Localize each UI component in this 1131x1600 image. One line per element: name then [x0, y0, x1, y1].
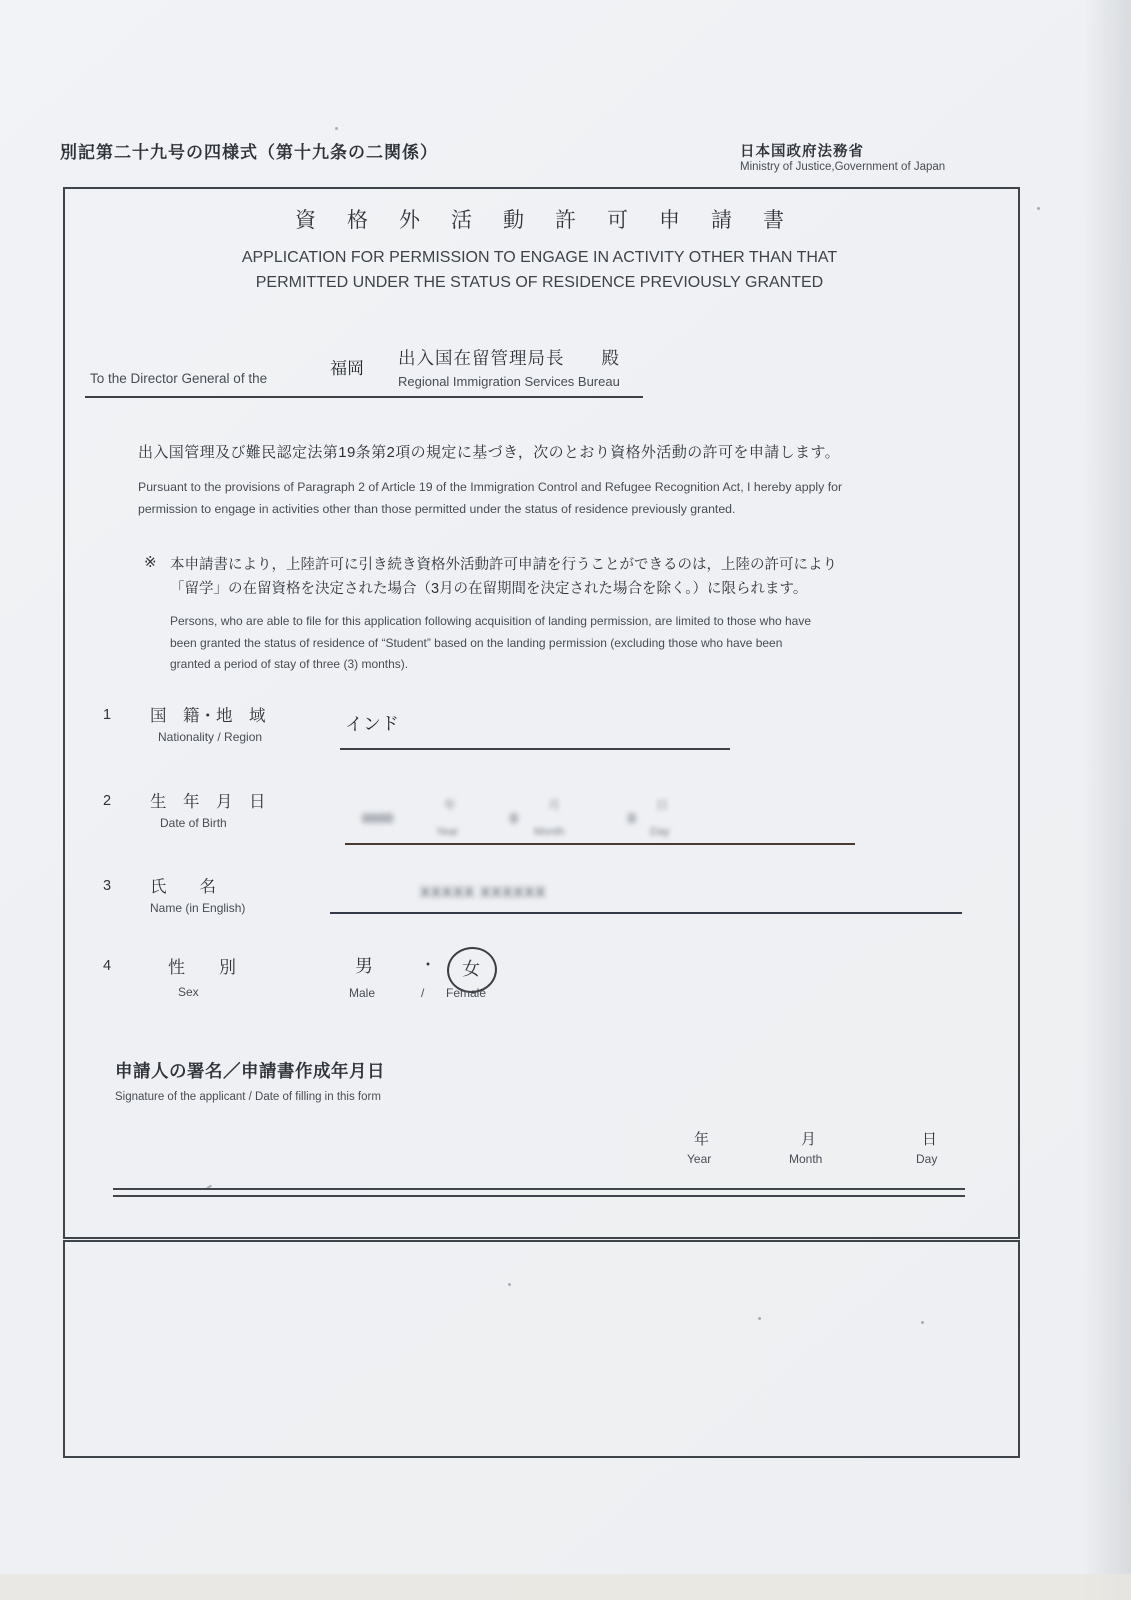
addressee-underline [85, 396, 643, 398]
note-jp-line2: 「留学」の在留資格を決定された場合（3月の在留期間を決定された場合を除く。）に限られます。 [170, 581, 808, 597]
note-marker: ※ [144, 554, 157, 571]
field4-label-jp: 性 別 [168, 958, 236, 977]
field1-number: 1 [103, 707, 112, 723]
signature-heading-jp: 申請人の署名／申請書作成年月日 [115, 1061, 385, 1081]
form-reference-number: 別記第二十九号の四様式（第十九条の二関係） [60, 143, 438, 162]
field2-month-unit-redacted: 月 [548, 798, 561, 812]
signature-year-label-jp: 年 [694, 1131, 710, 1148]
sex-separator-jp: ・ [420, 957, 437, 974]
signature-month-label-en: Month [789, 1152, 823, 1166]
signature-day-label-en: Day [916, 1152, 938, 1166]
declaration-en: Pursuant to the provisions of Paragraph 2 of Article 19 of the Immigration Control and Refugee Recognition Act, I hereby apply for permission to engage in activities other than those permitted under the status of residence previously granted. [138, 480, 843, 516]
field4-label-en: Sex [178, 985, 199, 999]
field2-year-value-redacted: 0000 [362, 810, 394, 826]
note-jp-line1: 本申請書により，上陸許可に引き続き資格外活動許可申請を行うことができるのは，上陸の許可により [170, 557, 837, 573]
declaration-jp: 出入国管理及び難民認定法第19条第2項の規定に基づき，次のとおり資格外活動の許可を申請します。 [138, 444, 841, 461]
field2-year-unit-en-redacted: Year [436, 826, 459, 838]
scan-speck [1037, 207, 1040, 210]
signature-double-underline [113, 1188, 965, 1197]
field2-month-unit-en-redacted: Month [534, 826, 565, 838]
field2-number: 2 [103, 793, 112, 809]
form-title-en-line2: PERMITTED UNDER THE STATUS OF RESIDENCE PREVIOUSLY GRANTED [255, 274, 824, 291]
field2-day-unit-en-redacted: Day [650, 826, 670, 838]
signature-month-label-jp: 月 [801, 1131, 817, 1148]
field2-day-value-redacted: 0 [628, 810, 636, 826]
agency-name-jp: 日本国政府法務省 [740, 144, 864, 160]
addressee-label-en: To the Director General of the [90, 371, 268, 386]
scan-speck [921, 1321, 924, 1324]
field2-year-unit-redacted: 年 [444, 798, 457, 812]
scan-speck [335, 127, 338, 130]
field1-underline [340, 748, 730, 750]
field2-underline [345, 843, 855, 845]
scan-speck [508, 1283, 511, 1286]
addressee-bureau-en: Regional Immigration Services Bureau [398, 374, 620, 389]
field3-label-en: Name (in English) [150, 901, 246, 915]
form-title-en-line1: APPLICATION FOR PERMISSION TO ENGAGE IN ACTIVITY OTHER THAN THAT [241, 249, 838, 266]
signature-day-label-jp: 日 [922, 1131, 938, 1148]
field3-number: 3 [103, 878, 112, 894]
signature-year-label-en: Year [687, 1152, 712, 1166]
addressee-office-handwritten: 福岡 [329, 358, 365, 379]
addressee-bureau-jp: 出入国在留管理局長 殿 [398, 348, 620, 368]
scan-speck [758, 1317, 761, 1320]
sex-option-female-en: Female [446, 986, 487, 1000]
note-en: Persons, who are able to file for this application following acquisition of landing permission, are limited to those who have been granted the status of residence of “Student” based on the landing permission (excluding those who have been granted a period of stay of three (3) months). [170, 614, 812, 672]
signature-heading-en: Signature of the applicant / Date of filling in this form [115, 1091, 381, 1103]
field1-label-jp: 国 籍・地 域 [150, 707, 266, 725]
field2-day-unit-redacted: 日 [656, 798, 669, 812]
field2-month-value-redacted: 0 [510, 810, 518, 826]
scan-edge-shadow-right [1083, 0, 1131, 1600]
field2-label-en: Date of Birth [160, 816, 227, 830]
field1-value-handwritten: インド [344, 713, 400, 735]
sex-separator-en: / [421, 986, 425, 1000]
field3-value-redacted: XXXXX XXXXXX [420, 884, 547, 901]
scan-edge-band-bottom [0, 1574, 1131, 1600]
field3-label-jp: 氏 名 [150, 878, 216, 896]
sex-option-female-jp: 女 [462, 959, 480, 979]
agency-name-en: Ministry of Justice,Government of Japan [740, 161, 946, 173]
sex-option-male-en: Male [349, 986, 376, 1000]
field4-number: 4 [103, 958, 112, 974]
sex-option-male-jp: 男 [355, 956, 373, 976]
field2-label-jp: 生 年 月 日 [150, 793, 266, 811]
field1-label-en: Nationality / Region [158, 730, 263, 744]
form-title-jp: 資格外活動許可申請書 [295, 209, 815, 232]
field3-underline [330, 912, 962, 914]
empty-lower-box [63, 1240, 1020, 1458]
